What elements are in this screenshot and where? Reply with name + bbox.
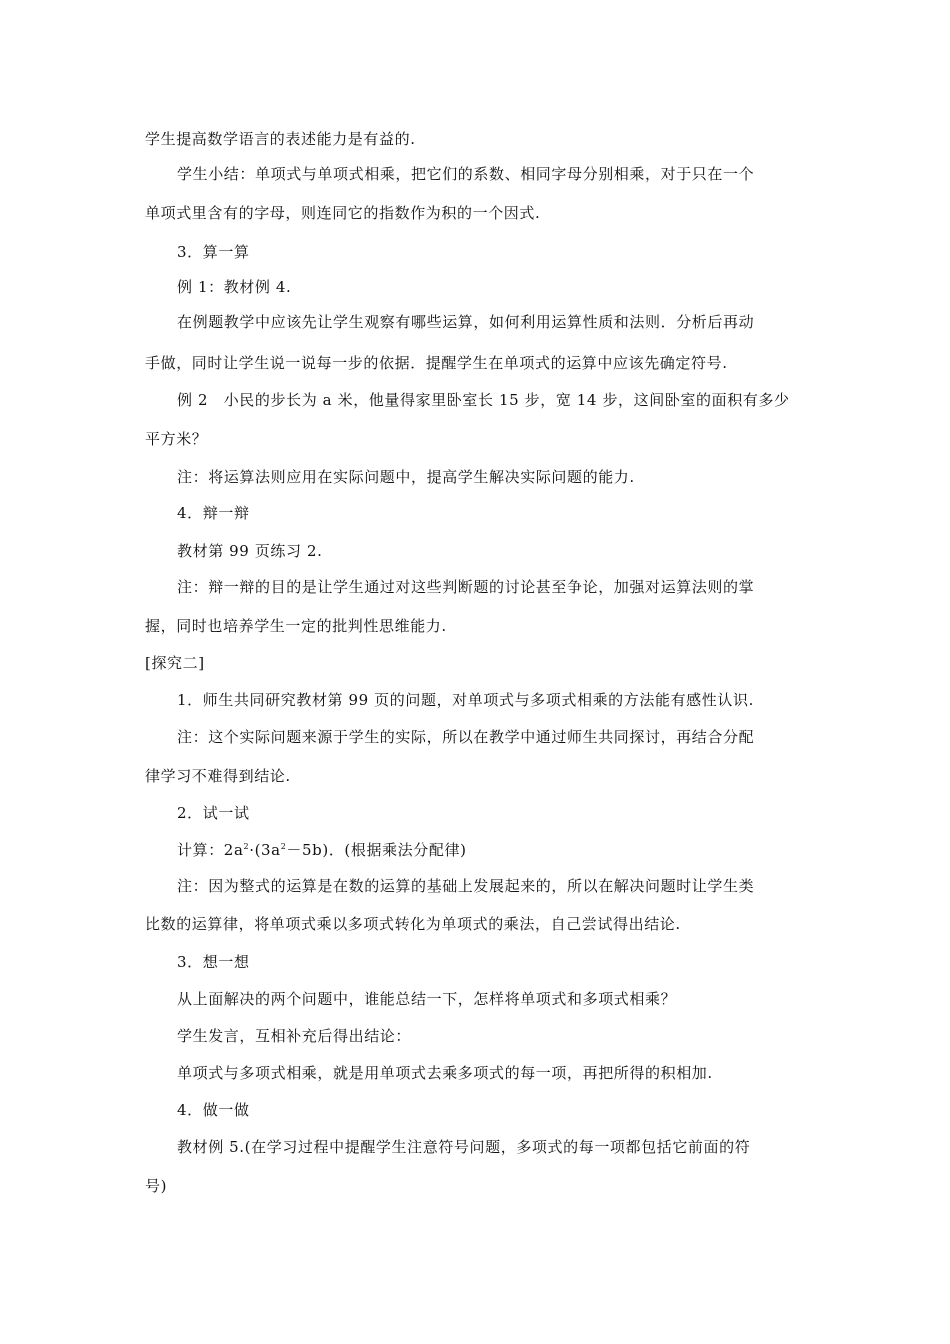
formula-suffix: －5b)．(根据乘法分配律)	[286, 841, 467, 859]
paragraph-line: 1．师生共同研究教材第 99 页的问题，对单项式与多项式相乘的方法能有感性认识.	[177, 691, 754, 709]
note-line: 律学习不难得到结论.	[145, 767, 291, 785]
note-line: 握，同时也培养学生一定的批判性思维能力.	[145, 617, 447, 635]
formula-line	[177, 840, 467, 860]
section-heading: 4．辩一辩	[177, 504, 250, 522]
formula-exponent: 2	[243, 842, 250, 851]
note-line: 注：因为整式的运算是在数的运算的基础上发展起来的，所以在解决问题时让学生类	[177, 877, 755, 895]
note-line: 比数的运算律，将单项式乘以多项式转化为单项式的乘法，自己尝试得出结论.	[145, 915, 681, 933]
paragraph-line: 学生提高数学语言的表述能力是有益的.	[145, 130, 416, 148]
formula-exponent: 2	[280, 842, 287, 851]
example-line: 平方米？	[145, 430, 208, 448]
paragraph-line: 从上面解决的两个问题中，谁能总结一下，怎样将单项式和多项式相乘？	[177, 990, 677, 1008]
paragraph-line: 学生发言，互相补充后得出结论：	[177, 1027, 412, 1045]
section-heading: 3．算一算	[177, 243, 250, 261]
reference-line: 教材第 99 页练习 2.	[177, 542, 323, 560]
example-line: 例 2 小民的步长为 a 米，他量得家里卧室长 15 步，宽 14 步，这间卧室的面积有多少	[177, 391, 790, 409]
rule-line: 单项式与多项式相乘，就是用单项式去乘多项式的每一项，再把所得的积相加.	[177, 1064, 713, 1082]
section-heading: 4．做一做	[177, 1101, 250, 1119]
note-line: 注：辩一辩的目的是让学生通过对这些判断题的讨论甚至争论，加强对运算法则的掌	[177, 578, 755, 596]
example-label: 例 1：教材例 4.	[177, 278, 292, 296]
section-heading: 2．试一试	[177, 804, 250, 822]
formula-middle: ·(3a	[249, 841, 281, 859]
paragraph-line: 在例题教学中应该先让学生观察有哪些运算，如何利用运算性质和法则．分析后再动	[177, 313, 755, 331]
paragraph-line: 单项式里含有的字母，则连同它的指数作为积的一个因式.	[145, 204, 541, 222]
formula-prefix: 计算：2a	[177, 841, 244, 859]
paragraph-line: 手做，同时让学生说一说每一步的依据．提醒学生在单项式的运算中应该先确定符号.	[145, 354, 728, 372]
section-heading: 3．想一想	[177, 953, 250, 971]
paragraph-line: 学生小结：单项式与单项式相乘，把它们的系数、相同字母分别相乘，对于只在一个	[177, 165, 755, 183]
section-title: [探究二]	[145, 654, 205, 672]
paragraph-line: 号)	[145, 1177, 168, 1195]
note-line: 注：这个实际问题来源于学生的实际，所以在教学中通过师生共同探讨，再结合分配	[177, 728, 755, 746]
paragraph-line: 教材例 5.(在学习过程中提醒学生注意符号问题，多项式的每一项都包括它前面的符	[177, 1138, 751, 1156]
note-line: 注：将运算法则应用在实际问题中，提高学生解决实际问题的能力.	[177, 468, 635, 486]
